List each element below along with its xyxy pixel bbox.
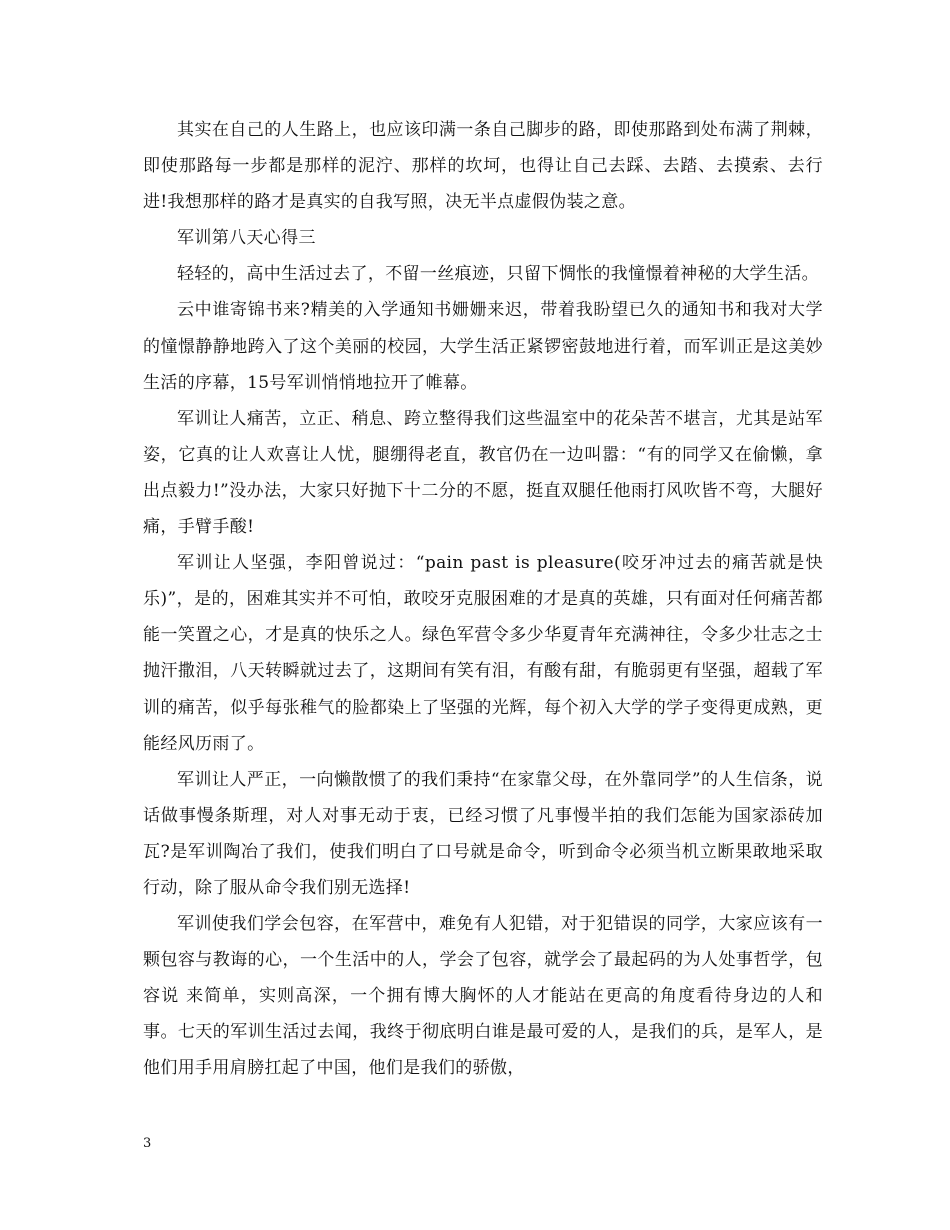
- paragraph-road: 其实在自己的人生路上，也应该印满一条自己脚步的路，即使那路到处布满了荆棘，即使那路每一步都是那样的泥泞、那样的坎坷，也得让自己去踩、去踏、去摸索、去行进!我想那样的路才是真实的自我写照，决无半点虚假伪装之意。: [143, 120, 823, 213]
- paragraph-training-discipline: 军训让人严正，一向懒散惯了的我们秉持“在家靠父母，在外靠同学”的人生信条，说话做事慢条斯理，对人对事无动于衷，已经习惯了凡事慢半拍的我们怎能为国家添砖加瓦?是军训陶冶了我们，使我们明白了口号就是命令，听到命令必须当机立断果敢地采取行动，除了服从命令我们别无选择!: [143, 769, 823, 898]
- paragraph-training-pain: 军训让人痛苦，立正、稍息、跨立整得我们这些温室中的花朵苦不堪言，尤其是站军姿，它真的让人欢喜让人忧，腿绷得老直，教官仍在一边叫嚣：“有的同学又在偷懒，拿出点毅力!”没办法，大家只好抛下十二分的不愿，挺直双腿任他雨打风吹皆不弯，大腿好痛，手臂手酸!: [143, 408, 823, 538]
- paragraph-training-strength: 军训让人坚强，李阳曾说过：“pain past is pleasure(咬牙冲过去的痛苦就是快乐)”，是的，困难其实并不可怕，敢咬牙克服困难的才是真的英雄，只有面对任何痛苦都能一笑置之心，才是真的快乐之人。绿色军营令多少华夏青年充满神往，令多少壮志之士抛汗撒泪，八天转瞬就过去了，这期间有笑有泪，有酸有甜，有脆弱更有坚强，超载了军训的痛苦，似乎每张稚气的脸都染上了坚强的光辉，每个初入大学的学子变得更成熟，更能经风历雨了。: [143, 553, 823, 754]
- section-heading: 军训第八天心得三: [177, 228, 316, 249]
- paragraph-high-school: 轻轻的，高中生活过去了，不留一丝痕迹，只留下惆怅的我憧憬着神秘的大学生活。: [177, 264, 819, 285]
- paragraph-training-tolerance: 军训使我们学会包容，在军营中，难免有人犯错，对于犯错误的同学，大家应该有一颗包容与教诲的心，一个生活中的人，学会了包容，就学会了最起码的为人处事哲学，包容说 来简单，实则高深，一个拥有博大胸怀的人才能站在更高的角度看待身边的人和事。七天的军训生活过去闻，我终于彻底明白谁是最可爱的人，是我们的兵，是军人，是他们用手用肩膀扛起了中国，他们是我们的骄傲，: [143, 914, 823, 1079]
- page-number: 3: [143, 1136, 152, 1151]
- paragraph-admission-letter: 云中谁寄锦书来?精美的入学通知书姗姗来迟，带着我盼望已久的通知书和我对大学的憧憬静静地跨入了这个美丽的校园，大学生活正紧锣密鼓地进行着，而军训正是这美妙生活的序幕，15号军训悄悄地拉开了帷幕。: [143, 300, 823, 393]
- document-body: [143, 112, 823, 1087]
